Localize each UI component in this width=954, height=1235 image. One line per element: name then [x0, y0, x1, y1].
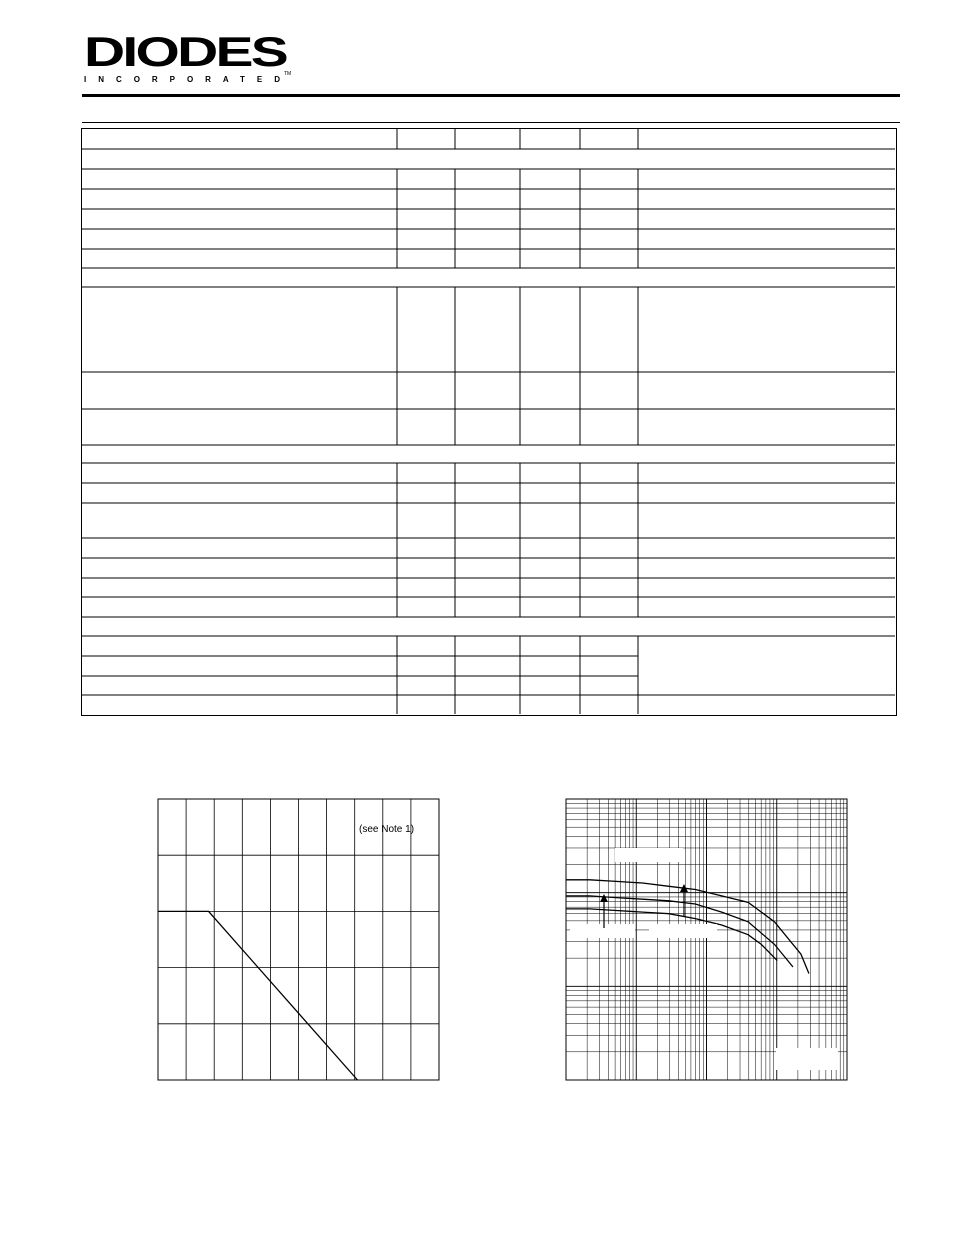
spec-table-grid [82, 129, 895, 714]
chart2-grid [566, 799, 847, 1080]
spec-table [81, 128, 897, 716]
header-rule-thin [82, 122, 900, 123]
chart2-arrowhead [600, 894, 608, 902]
logo-tm: TM [284, 71, 292, 77]
chart2-label-box [615, 848, 683, 862]
chart1-note: (see Note 1) [359, 824, 415, 835]
diodes-logo [82, 32, 292, 86]
log-chart [565, 798, 848, 1082]
chart1-series-line [158, 911, 358, 1080]
chart2-label-box [570, 924, 635, 938]
chart1-grid [158, 799, 439, 1080]
logo-brand-text: DIODES [84, 32, 288, 75]
derating-chart [157, 798, 440, 1082]
header-rule-thick [82, 94, 900, 97]
chart2-label-box [776, 1048, 838, 1070]
logo-sub-text: INCORPORATED [84, 75, 280, 84]
chart2-label-box [649, 924, 717, 938]
